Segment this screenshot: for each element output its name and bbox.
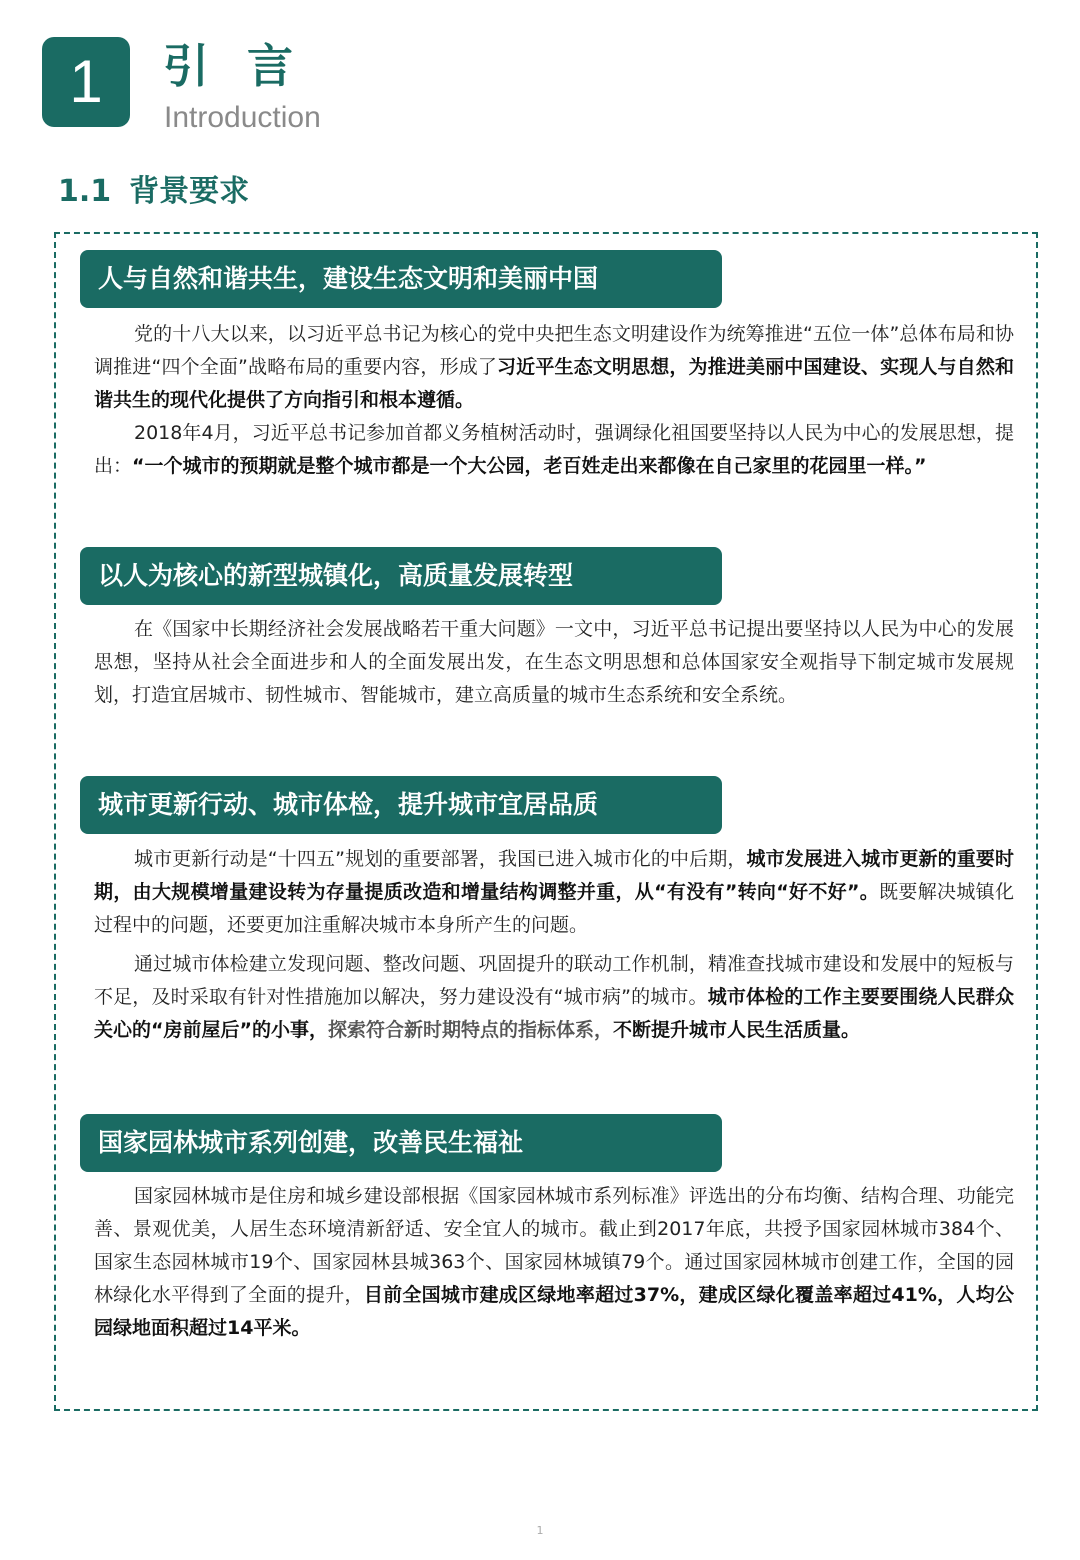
paragraph [94,417,1014,483]
chapter-title: 引言 [163,39,331,93]
text-run-bold: 城市体检的工作主要要围绕人民群众关心的“房前屋后”的小事， [94,986,1014,1041]
text-run: 党的十八大以来，以习近平总书记为核心的党中央把生态文明建设作为统筹推进“五位一体”总体布局和协调推进“四个全面”战略布局的重要内容，形成了 [94,323,1014,378]
text-run-bold: 城市发展进入城市更新的重要时期，由大规模增量建设转为存量提质改造和增量结构调整并重，从“有没有”转向“好不好”。 [94,848,1014,903]
text-run-bold-gray: 探索符合新时期特点的指标体系， [327,1019,613,1041]
block-urban-renewal [94,843,1014,1047]
text-run: 城市更新行动是“十四五”规划的重要部署，我国已进入城市化的中后期， [134,848,747,870]
text-run: 国家园林城市是住房和城乡建设部根据《国家园林城市系列标准》评选出的分布均衡、结构合理、功能完善、景观优美，人居生态环境清新舒适、安全宜人的城市。截止到2017年底，共授予国家园林城市384个、国家生态园林城市19个、国家园林县城363个、国家园林城镇79个。通过国家园林城市创建工作，全国的园林绿化水平得到了全面的提升， [94,1185,1014,1306]
paragraph [94,318,1014,417]
block-ecological-civilization [94,318,1014,483]
text-run-bold: “一个城市的预期就是整个城市都是一个大公园，老百姓走出来都像在自己家里的花园里一样。” [132,455,927,477]
banner-ecological-civilization: 人与自然和谐共生，建设生态文明和美丽中国 [80,250,722,308]
text-run: 通过城市体检建立发现问题、整改问题、巩固提升的联动工作机制，精准查找城市建设和发展中的短板与不足，及时采取有针对性措施加以解决，努力建设没有“城市病”的城市。 [94,953,1014,1008]
page-number: 1 [536,1524,544,1537]
section-heading [58,170,249,214]
block-new-urbanization [94,613,1014,712]
section-title: 背景要求 [129,174,250,209]
text-run: 在《国家中长期经济社会发展战略若干重大问题》一文中，习近平总书记提出要坚持以人民为中心的发展思想，坚持从社会全面进步和人的全面发展出发，在生态文明思想和总体国家安全观指导下制定城市发展规划，打造宜居城市、韧性城市、智能城市，建立高质量的城市生态系统和安全系统。 [94,618,1014,706]
chapter-number-badge: 1 [42,37,130,127]
text-run: 2018年4月，习近平总书记参加首都义务植树活动时，强调绿化祖国要坚持以人民为中心的发展思想，提出： [94,422,1014,477]
block-garden-city [94,1180,1014,1345]
paragraph [94,613,1014,712]
text-run-bold: 习近平生态文明思想，为推进美丽中国建设、实现人与自然和谐共生的现代化提供了方向指引和根本遵循。 [94,356,1014,411]
banner-garden-city: 国家园林城市系列创建，改善民生福祉 [80,1114,722,1172]
section-number: 1.1 [58,174,112,209]
paragraph [94,1180,1014,1345]
text-run: 既要解决城镇化过程中的问题，还要更加注重解决城市本身所产生的问题。 [94,881,1014,936]
text-run-bold: 目前全国城市建成区绿地率超过37%，建成区绿化覆盖率超过41%，人均公园绿地面积超过14平米。 [94,1284,1014,1339]
banner-urban-renewal: 城市更新行动、城市体检，提升城市宜居品质 [80,776,722,834]
paragraph [94,948,1014,1047]
paragraph [94,843,1014,942]
chapter-subtitle: Introduction [164,101,321,134]
text-run-bold: 不断提升城市人民生活质量。 [613,1019,861,1041]
banner-new-urbanization: 以人为核心的新型城镇化，高质量发展转型 [80,547,722,605]
